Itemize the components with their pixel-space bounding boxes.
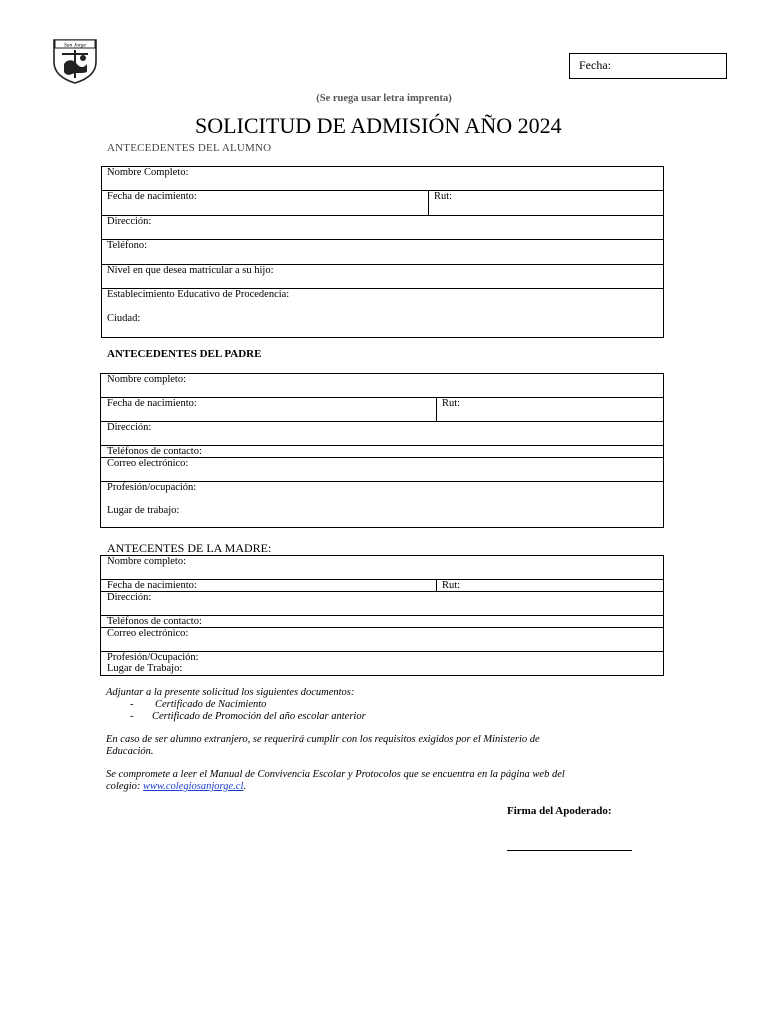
father-section-heading: ANTECEDENTES DEL PADRE [107,348,262,360]
mother-row-telefonos[interactable] [101,616,663,628]
father-fecha-label: Fecha de nacimiento: [107,398,197,409]
manual-text-line1: Se compromete a leer el Manual de Convivencia Escolar y Protocolos que se encuentra en la página web del [106,769,565,780]
mother-profesion-label: Profesión/Ocupación: [107,652,199,663]
father-profesion-label: Profesión/ocupación: [107,482,197,493]
father-row-telefonos[interactable] [101,446,663,458]
father-nombre-label: Nombre completo: [107,374,187,385]
father-row-nombre[interactable] [101,374,663,398]
cell-divider [428,191,429,215]
manual-text-line2 [106,781,246,792]
student-nombre-label: Nombre Completo: [107,167,189,178]
manual-text-prefix: colegio: [106,781,144,792]
mother-telefonos-label: Teléfonos de contacto: [107,616,202,627]
student-row-establecimiento[interactable] [102,289,663,337]
signature-label: Firma del Apoderado: [507,805,612,817]
mother-row-nombre[interactable] [101,556,663,580]
father-table [100,373,664,528]
mother-fecha-label: Fecha de nacimiento: [107,580,197,591]
doc1-text: Certificado de Nacimiento [155,699,267,710]
mother-rut-label: Rut: [442,580,461,591]
mother-correo-label: Correo electrónico: [107,628,189,639]
student-ciudad-label: Ciudad: [107,313,141,324]
mother-table [100,555,664,676]
doc2-bullet: - [130,711,134,722]
father-row-fecha[interactable] [101,398,663,422]
extranjero-text-line1: En caso de ser alumno extranjero, se requerirá cumplir con los requisitos exigidos por el Ministerio de [106,734,540,745]
cell-divider [436,580,437,591]
doc1-bullet: - [130,699,134,710]
fecha-field[interactable] [569,53,727,79]
student-row-direccion[interactable] [102,216,663,240]
student-rut-label: Rut: [434,191,453,202]
mother-row-correo[interactable] [101,628,663,652]
manual-text-suffix: . [243,781,246,792]
student-row-fecha[interactable] [102,191,663,216]
student-row-nombre[interactable] [102,167,663,191]
mother-lugar-label: Lugar de Trabajo: [107,663,183,674]
page-title: SOLICITUD DE ADMISIÓN AÑO 2024 [195,113,562,138]
student-direccion-label: Dirección: [107,216,152,227]
mother-section-heading: ANTECENTES DE LA MADRE: [107,541,272,555]
fecha-label: Fecha: [579,58,611,72]
father-rut-label: Rut: [442,398,461,409]
father-row-direccion[interactable] [101,422,663,446]
father-correo-label: Correo electrónico: [107,458,189,469]
student-row-nivel[interactable] [102,265,663,289]
doc2-text: Certificado de Promoción del año escolar anterior [152,711,366,722]
cell-divider [436,398,437,421]
student-section-heading: ANTECEDENTES DEL ALUMNO [107,142,272,154]
print-note: (Se ruega usar letra imprenta) [316,93,452,104]
father-telefonos-label: Teléfonos de contacto: [107,446,202,457]
school-crest-logo [50,34,100,84]
student-table [101,166,664,338]
father-lugar-label: Lugar de trabajo: [107,505,180,516]
student-establecimiento-label: Establecimiento Educativo de Procedencia: [107,289,290,300]
mother-row-fecha[interactable] [101,580,663,592]
mother-direccion-label: Dirección: [107,592,152,603]
mother-row-profesion[interactable] [101,652,663,676]
father-direccion-label: Dirección: [107,422,152,433]
father-row-profesion[interactable] [101,482,663,527]
student-telefono-label: Teléfono: [107,240,148,251]
signature-line[interactable] [507,850,632,851]
svg-text:San Jorge: San Jorge [64,42,86,49]
student-fecha-label: Fecha de nacimiento: [107,191,197,202]
student-row-telefono[interactable] [102,240,663,265]
extranjero-text-line2: Educación. [106,746,154,757]
docs-intro: Adjuntar a la presente solicitud los siguientes documentos: [106,687,355,698]
school-website-link[interactable]: www.colegiosanjorge.cl [143,781,244,792]
father-row-correo[interactable] [101,458,663,482]
mother-nombre-label: Nombre completo: [107,556,187,567]
student-nivel-label: Nivel en que desea matricular a su hijo: [107,265,274,276]
mother-row-direccion[interactable] [101,592,663,616]
